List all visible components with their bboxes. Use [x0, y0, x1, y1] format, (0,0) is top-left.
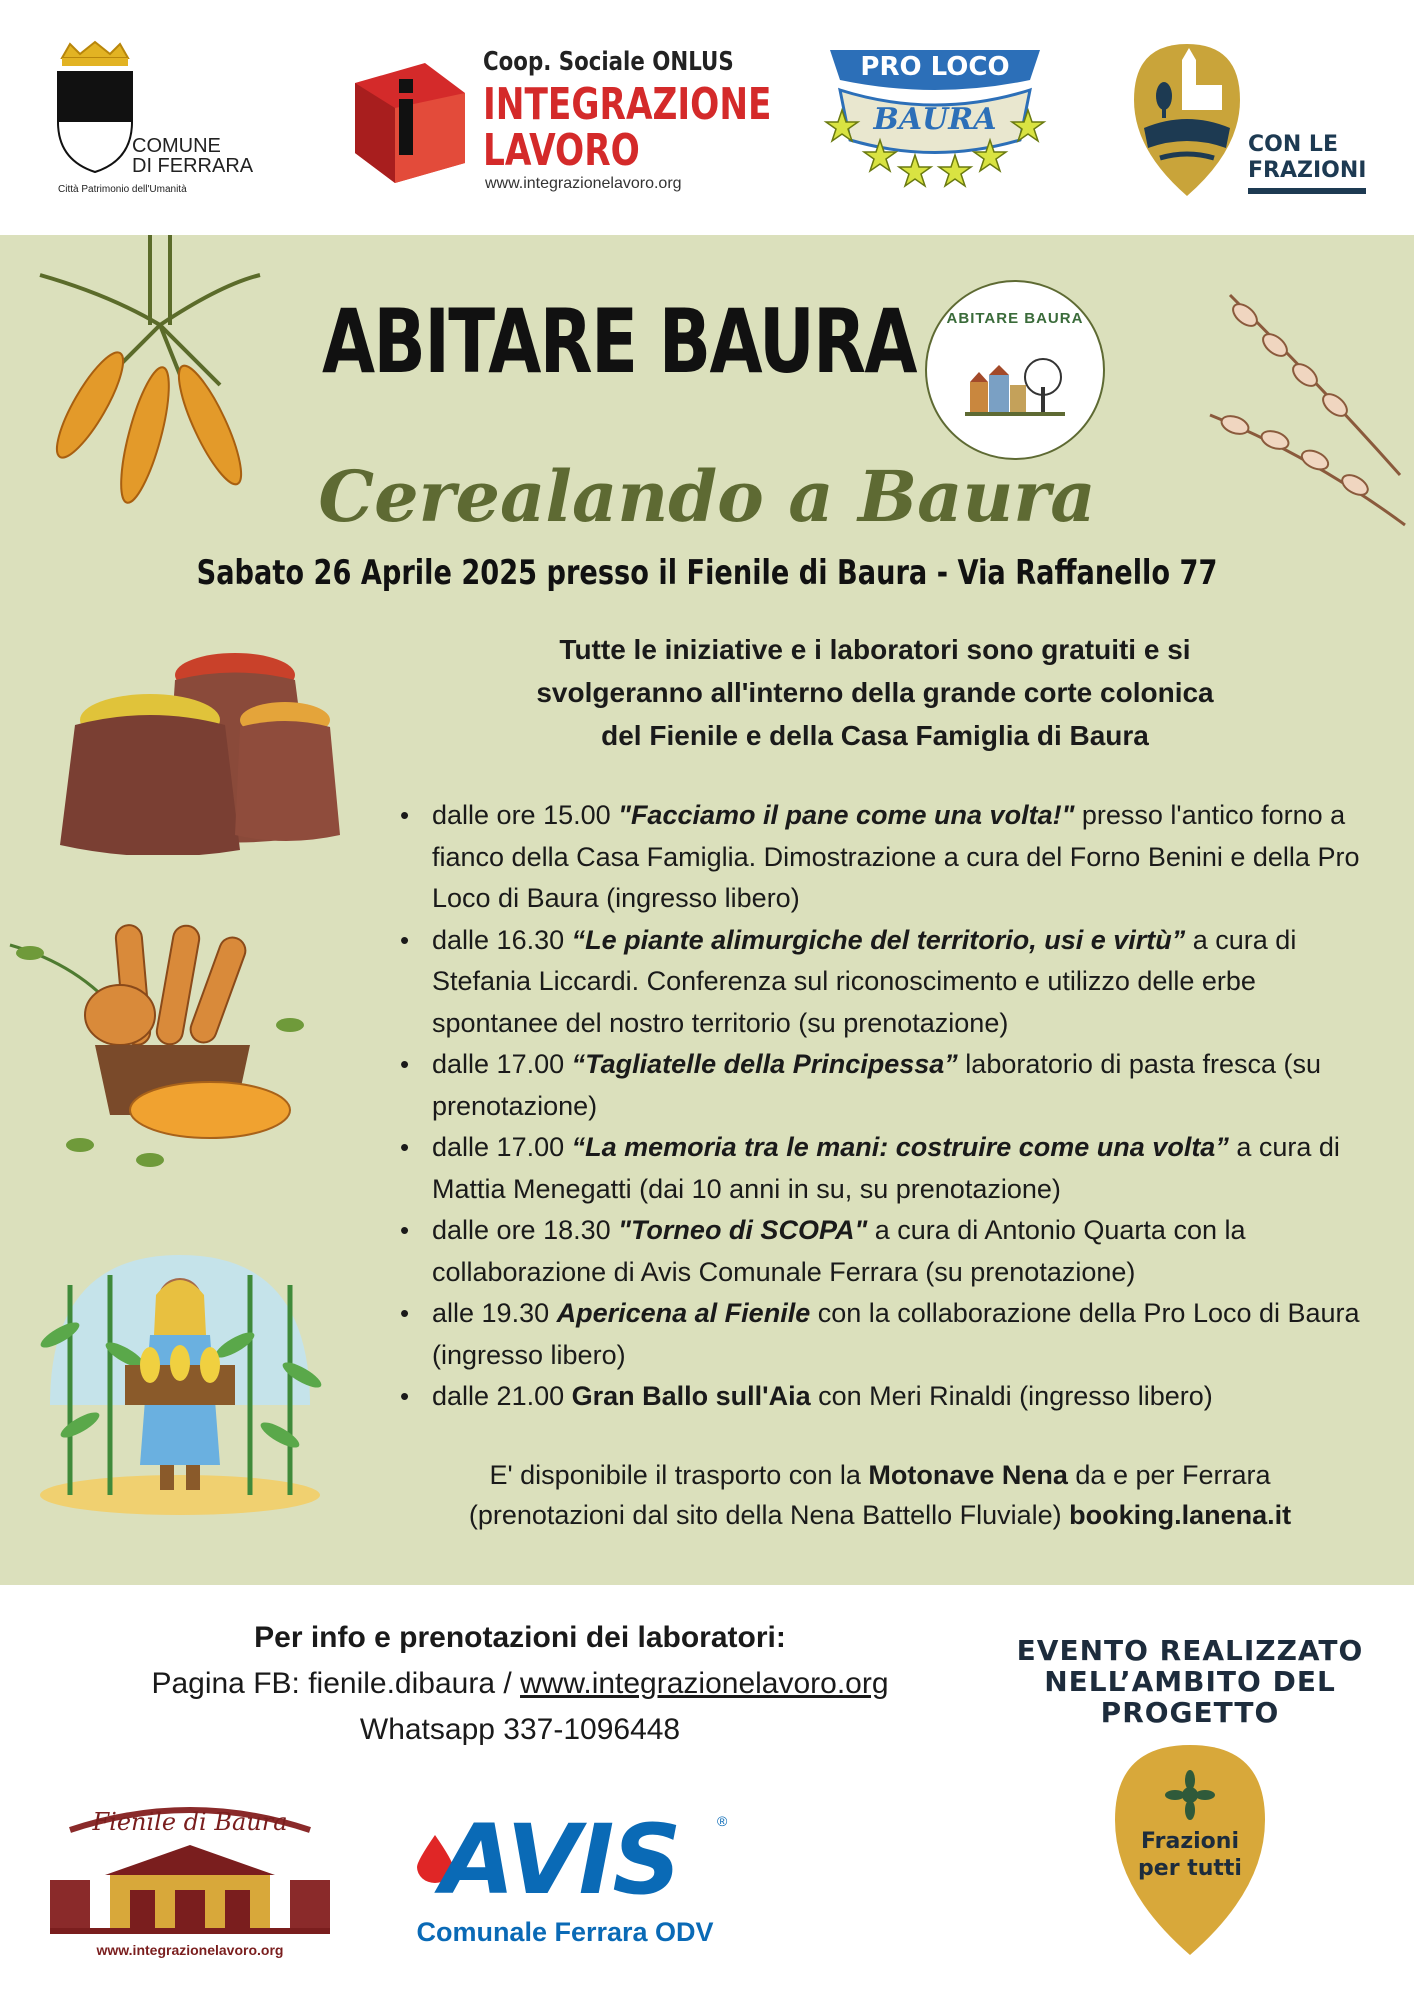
- intro-line-2: svolgeranno all'interno della grande corte colonica: [536, 677, 1214, 708]
- list-item: • dalle ore 15.00 "Facciamo il pane come una volta!" presso l'antico forno a fianco della Casa Famiglia. Dimostrazione a cura del Forno Benini e della Pro Loco di Baura (ingresso libero): [400, 795, 1380, 920]
- avis-logo: [395, 1805, 745, 1965]
- fienile-url: www.integrazionelavoro.org: [96, 1942, 284, 1958]
- intro-line-1: Tutte le iniziative e i laboratori sono gratuiti e si: [559, 634, 1191, 665]
- integrazione-lavoro-logo: [335, 45, 772, 205]
- event-subtitle: Cerealando a Baura: [318, 455, 1096, 538]
- fienile-name: Fienile di Baura: [92, 1808, 288, 1836]
- frazioni-badge-line1: Frazioni: [1141, 1829, 1239, 1854]
- frazioni-line1: CON LE: [1248, 132, 1338, 157]
- intro-line-3: del Fienile e della Casa Famiglia di Baura: [601, 720, 1149, 751]
- frazioni-badge-line2: per tutti: [1138, 1856, 1242, 1881]
- list-item: • dalle 17.00 “La memoria tra le mani: costruire come una volta” a cura di Mattia Menegatti (dai 10 anni in su, su prenotazione): [400, 1127, 1380, 1210]
- comune-ferrara-logo: [50, 40, 270, 200]
- abitare-baura-badge: [925, 280, 1105, 460]
- project-notice: EVENTO REALIZZATO NELL’AMBITO DEL PROGETTO: [1016, 1634, 1364, 1729]
- event-intro: [440, 628, 1310, 757]
- comune-tagline: Città Patrimonio dell'Umanità: [58, 184, 187, 195]
- footer: [0, 1585, 1414, 2000]
- event-date-location: Sabato 26 Aprile 2025 presso il Fienile di Baura - Via Raffanello 77: [196, 553, 1218, 593]
- coop-url: www.integrazionelavoro.org: [485, 175, 682, 192]
- comune-line2: DI FERRARA: [132, 155, 254, 177]
- village-pin-icon: [1130, 40, 1245, 200]
- list-item: • alle 19.30 Apericena al Fienile con la collaborazione della Pro Loco di Baura (ingresso libero): [400, 1293, 1380, 1376]
- fienile-baura-logo: [50, 1790, 330, 1965]
- comune-line1: COMUNE: [132, 135, 221, 157]
- whatsapp-number: Whatsapp 337-1096448: [359, 1713, 681, 1746]
- list-item: • dalle 21.00 Gran Ballo sull'Aia con Meri Rinaldi (ingresso libero): [400, 1376, 1380, 1418]
- pro-loco-line1: PRO LOCO: [860, 52, 1010, 82]
- frazioni-line2: FRAZIONI: [1248, 158, 1367, 183]
- frazioni-underline: [1248, 188, 1366, 194]
- bread-basket-icon: [0, 905, 330, 1175]
- village-tree-icon: [965, 337, 1065, 427]
- avis-registered-mark: ®: [717, 1813, 728, 1829]
- info-title: Per info e prenotazioni dei laboratori:: [254, 1621, 786, 1654]
- avis-name: AVIS: [440, 1804, 680, 1916]
- list-item: • dalle ore 18.30 "Torneo di SCOPA" a cura di Antonio Quarta con la collaborazione di Avis Comunale Ferrara (su prenotazione): [400, 1210, 1380, 1293]
- list-item: • dalle 17.00 “Tagliatelle della Principessa” laboratorio di pasta fresca (su prenotazione): [400, 1044, 1380, 1127]
- coop-line1: Coop. Sociale ONLUS: [483, 47, 734, 77]
- header-logos: [0, 0, 1414, 235]
- transport-info: E' disponibile il trasporto con la Motonave Nena da e per Ferrara (prenotazioni dal sito della Nena Battello Fluviale) booking.lanena.it: [468, 1460, 1292, 1530]
- list-item: • dalle 16.30 “Le piante alimurgiche del territorio, usi e virtù” a cura di Stefania Liccardi. Conferenza sul riconoscimento e utilizzo delle erbe spontanee del nostro territorio (su prenotazione): [400, 920, 1380, 1045]
- farmer-corn-icon: [30, 1225, 330, 1515]
- booking-link[interactable]: booking.lanena.it: [1069, 1500, 1292, 1530]
- coop-line2: INTEGRAZIONE: [483, 79, 772, 130]
- grain-sacks-icon: [35, 635, 345, 855]
- website-link[interactable]: www.integrazionelavoro.org: [520, 1667, 889, 1700]
- pro-loco-line2: BAURA: [873, 102, 997, 137]
- badge-text: ABITARE BAURA: [946, 310, 1084, 327]
- pro-loco-logo: [820, 40, 1050, 210]
- crown-shield-icon: [50, 40, 140, 180]
- frazioni-per-tutti-logo: [1110, 1740, 1270, 1960]
- event-schedule-list: [400, 795, 1380, 1418]
- facebook-page: Pagina FB: fienile.dibaura /: [151, 1667, 521, 1700]
- event-panel: [0, 235, 1414, 1585]
- contact-info: [80, 1615, 960, 1753]
- coop-line3: LAVORO: [483, 125, 640, 176]
- cube-i-icon: [335, 53, 475, 193]
- con-le-frazioni-logo: [1130, 40, 1380, 210]
- event-title: ABITARE BAURA: [322, 290, 916, 393]
- avis-subtitle: Comunale Ferrara ODV: [416, 1917, 714, 1947]
